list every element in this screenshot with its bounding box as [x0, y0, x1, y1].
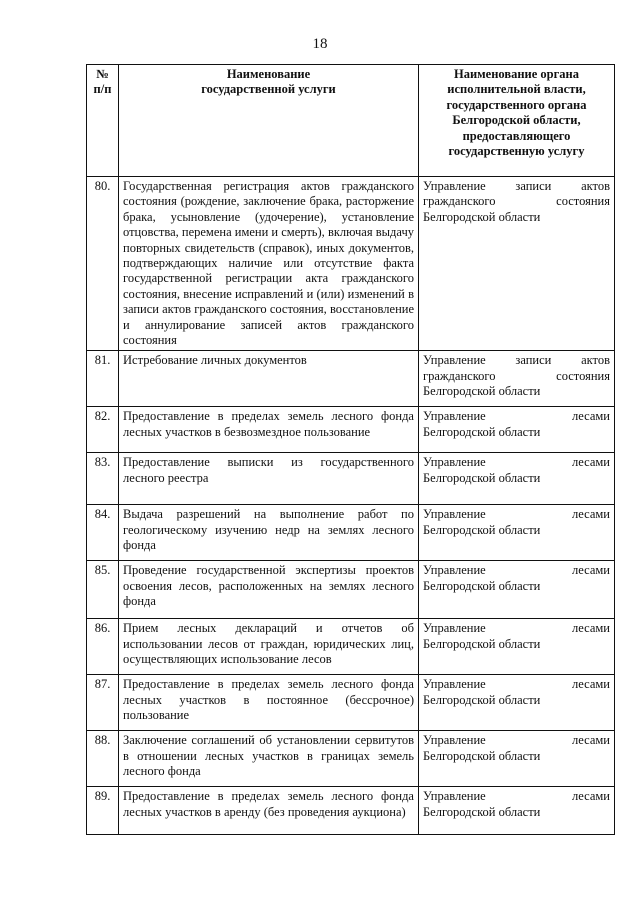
row-service-name: Предоставление в пределах земель лесного фонда лесных участков в безвозмездное пользование — [119, 407, 419, 453]
row-number: 88. — [87, 731, 119, 787]
table-row — [87, 731, 615, 787]
row-service-name: Государственная регистрация актов гражданского состояния (рождение, заключение брака, расторжение брака, усыновление (удочерение), установление отцовства, перемена имени и смерть), включая выдачу повторных свидетельств (справок), иных документов, подтверждающих наличие или отсутствие факта государственной регистрации акта гражданского состояния, внесение исправлений и (или) изменений в записи актов гражданского состояния, восстановление и аннулирование записей актов гражданского состояния — [119, 177, 419, 351]
row-organ — [419, 351, 615, 407]
organ-line-tail: Белгородской области — [423, 578, 541, 593]
organ-word: Управление — [423, 409, 486, 424]
organ-line-first — [423, 677, 610, 692]
organ-word: Управление — [423, 507, 486, 522]
row-service-name: Заключение соглашений об установлении сервитутов в отношении лесных участков в границах земель лесного фонда — [119, 731, 419, 787]
organ-line-tail: Белгородской области — [423, 384, 541, 399]
table-row — [87, 351, 615, 407]
header-number — [87, 65, 119, 177]
table-header — [87, 65, 615, 177]
organ-word: актов — [581, 179, 610, 193]
row-organ — [419, 731, 615, 787]
header-number-sign: № — [96, 67, 109, 81]
organ-word: Управление — [423, 455, 486, 470]
organ-line-first — [423, 507, 610, 522]
organ-word: актов — [581, 353, 610, 368]
table-row — [87, 561, 615, 619]
organ-line-first — [423, 179, 610, 194]
organ-line-first — [423, 733, 610, 748]
header-organ: Наименование органа исполнительной власти, государственного органа Белгородской области, предоставляющего государственную услугу — [419, 65, 615, 177]
organ-line-tail: Белгородской области — [423, 692, 541, 707]
header-service-line2: государственной услуги — [201, 82, 336, 97]
organ-word: Управление — [423, 677, 486, 692]
row-organ — [419, 177, 615, 351]
row-service-name: Проведение государственной экспертизы проектов освоения лесов, расположенных на землях лесного фонда — [119, 561, 419, 619]
row-organ — [419, 619, 615, 675]
table-row — [87, 177, 615, 351]
organ-word: лесами — [572, 507, 610, 522]
organ-line-tail: Белгородской области — [423, 748, 541, 763]
organ-word: гражданского — [423, 368, 496, 383]
organ-line-tail: Белгородской области — [423, 209, 541, 224]
header-service — [119, 65, 419, 177]
organ-line-tail: Белгородской области — [423, 470, 541, 485]
organ-word: Управление — [423, 789, 486, 804]
table-row — [87, 619, 615, 675]
organ-line-second — [423, 194, 610, 209]
row-service-name: Выдача разрешений на выполнение работ по геологическому изучению недр на землях лесного фонда — [119, 505, 419, 561]
organ-line-first — [423, 455, 610, 470]
organ-line-first — [423, 409, 610, 424]
row-number: 84. — [87, 505, 119, 561]
table-body — [87, 177, 615, 835]
organ-word: лесами — [572, 409, 610, 424]
organ-word: лесами — [572, 621, 610, 636]
organ-word: Управление — [423, 179, 486, 193]
organ-word: лесами — [572, 563, 610, 578]
organ-line-tail: Белгородской области — [423, 636, 541, 651]
row-service-name: Предоставление выписки из государственного лесного реестра — [119, 453, 419, 505]
row-service-name: Предоставление в пределах земель лесного фонда лесных участков в постоянное (бессрочное) пользование — [119, 675, 419, 731]
organ-line-first — [423, 621, 610, 636]
organ-word: лесами — [572, 789, 610, 804]
organ-word: гражданского — [423, 194, 496, 209]
row-service-name: Прием лесных деклараций и отчетов об использовании лесов от граждан, юридических лиц, осуществляющих использование лесов — [119, 619, 419, 675]
row-number: 81. — [87, 351, 119, 407]
row-number: 85. — [87, 561, 119, 619]
organ-word: состояния — [556, 368, 610, 383]
organ-word: Управление — [423, 563, 486, 578]
row-number: 89. — [87, 787, 119, 835]
organ-word: Управление — [423, 733, 486, 748]
organ-line-first — [423, 563, 610, 578]
organ-word: лесами — [572, 455, 610, 470]
header-service-line1: Наименование — [226, 67, 311, 81]
organ-word: Управление — [423, 353, 486, 368]
organ-line-tail: Белгородской области — [423, 424, 541, 439]
organ-word: записи — [515, 179, 552, 193]
organ-line-first — [423, 353, 610, 368]
row-number: 87. — [87, 675, 119, 731]
table-row — [87, 505, 615, 561]
organ-line-first — [423, 789, 610, 804]
row-number: 80. — [87, 177, 119, 351]
organ-word: лесами — [572, 677, 610, 692]
row-number: 86. — [87, 619, 119, 675]
header-number-label: п/п — [93, 82, 112, 97]
organ-word: записи — [515, 353, 552, 368]
organ-word: лесами — [572, 733, 610, 748]
organ-line-second — [423, 369, 610, 384]
organ-word: состояния — [556, 194, 610, 209]
row-number: 82. — [87, 407, 119, 453]
organ-line-tail: Белгородской области — [423, 522, 541, 537]
row-organ — [419, 675, 615, 731]
row-service-name: Предоставление в пределах земель лесного фонда лесных участков в аренду (без проведения аукциона) — [119, 787, 419, 835]
row-organ — [419, 561, 615, 619]
page-number: 18 — [312, 36, 328, 52]
row-organ — [419, 453, 615, 505]
table-row — [87, 787, 615, 835]
row-organ — [419, 505, 615, 561]
row-organ — [419, 787, 615, 835]
table-row — [87, 675, 615, 731]
table-row — [87, 453, 615, 505]
table-row — [87, 407, 615, 453]
row-organ — [419, 407, 615, 453]
services-table — [86, 64, 615, 835]
row-number: 83. — [87, 453, 119, 505]
row-service-name: Истребование личных документов — [119, 351, 419, 407]
organ-word: Управление — [423, 621, 486, 636]
organ-line-tail: Белгородской области — [423, 804, 541, 819]
